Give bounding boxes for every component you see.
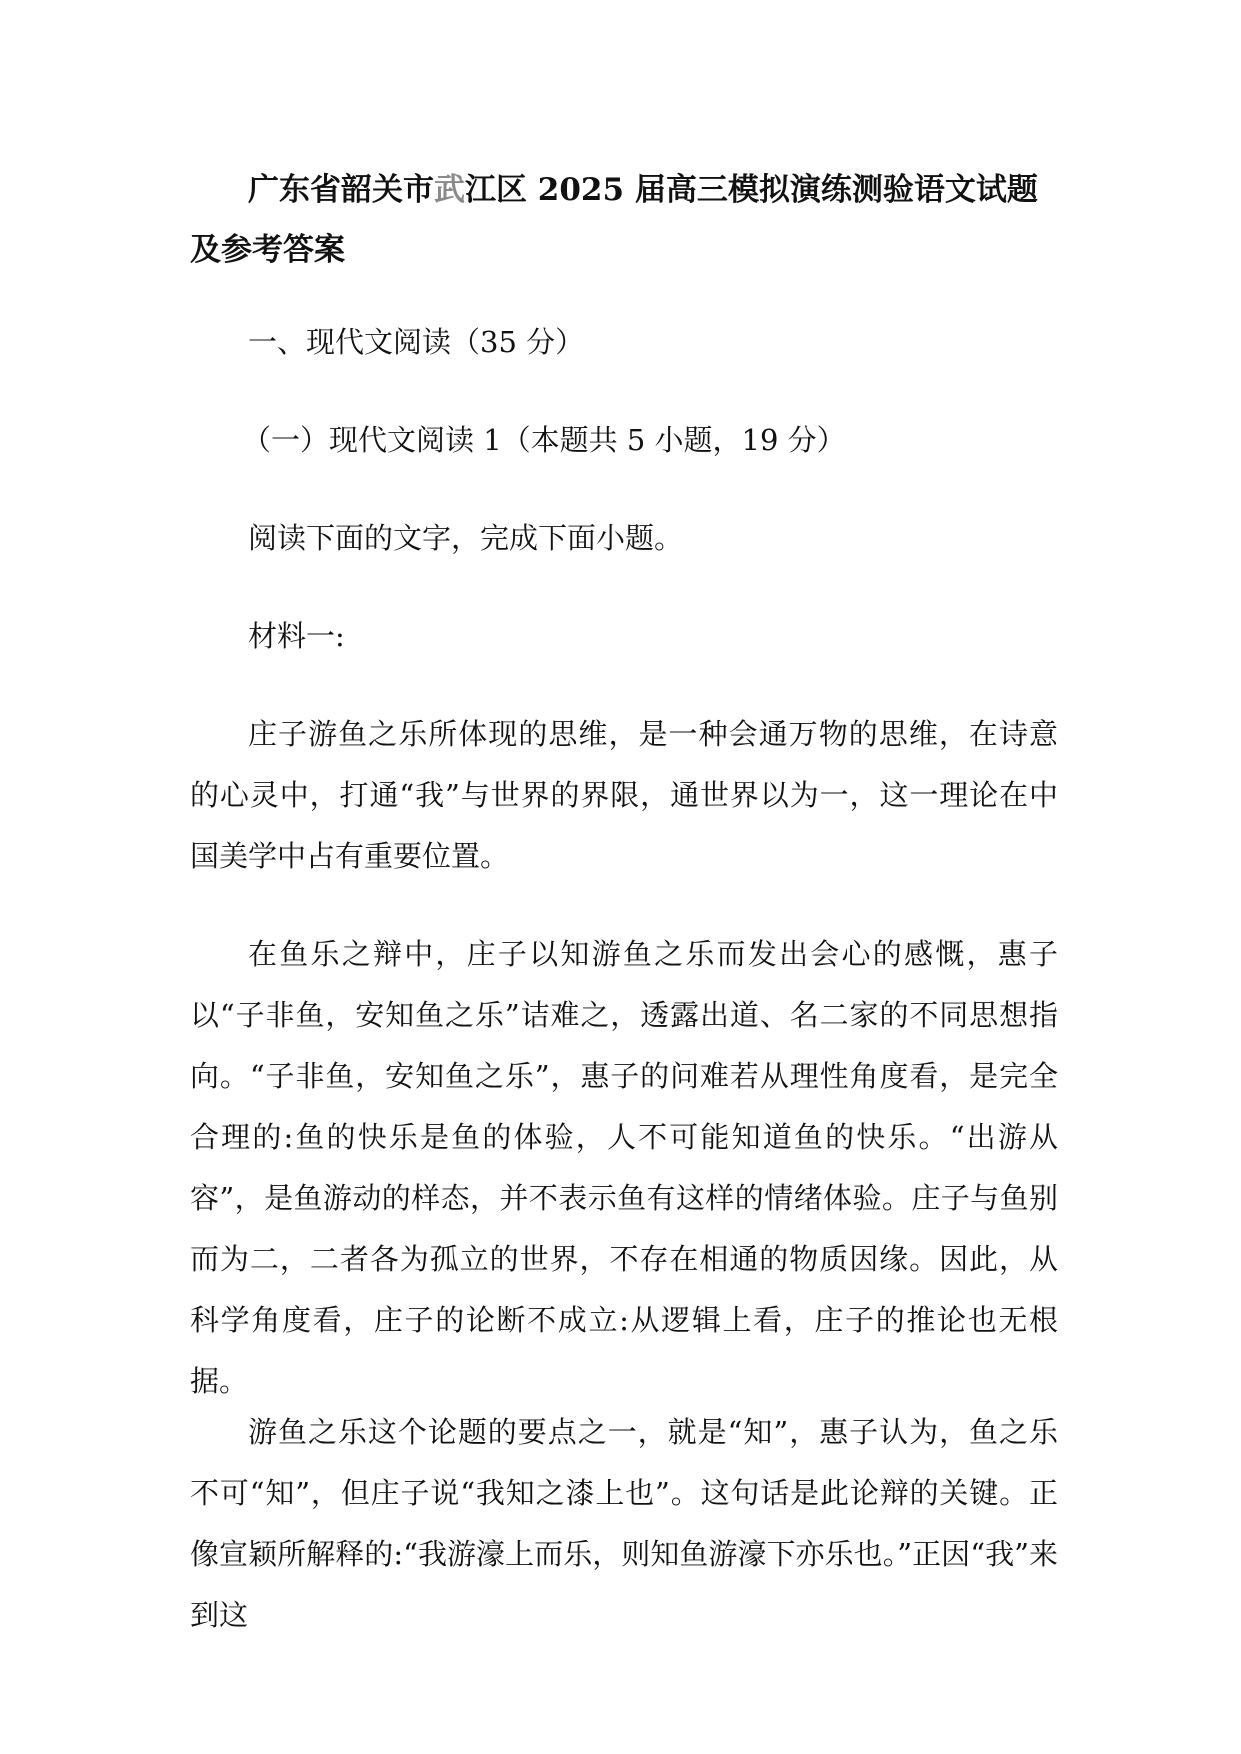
body-paragraph: 在鱼乐之辩中，庄子以知游鱼之乐而发出会心的感慨，惠子以“子非鱼，安知鱼之乐”诘难之，透露出道、名二家的不同思想指向。“子非鱼，安知鱼之乐”，惠子的问难若从理性角度看，是完全合理的:鱼的快乐是鱼的体验，人不可能知道鱼的快乐。“出游从容”，是鱼游动的样态，并不表示鱼有这样的情绪体验。庄子与鱼别而为二，二者各为孤立的世界，不存在相通的物质因缘。因此，从科学角度看，庄子的论断不成立:从逻辑上看，庄子的推论也无根据。 [190,937,1058,1398]
title-highlight: 武 [434,172,465,208]
title-part-1: 广东省韶关市 [248,172,434,208]
reading-instruction: 阅读下面的文字，完成下面小题。 [248,521,684,555]
section-heading: 一、现代文阅读（35 分） [248,325,585,359]
subsection-heading: （一）现代文阅读 1（本题共 5 小题，19 分） [242,423,846,457]
body-paragraph: 游鱼之乐这个论题的要点之一，就是“知”，惠子认为，鱼之乐不可“知”，但庄子说“我知之漆上也”。这句话是此论辩的关键。正像宣颖所解释的:“我游濠上而乐，则知鱼游濠下亦乐也。”正因“我”来到这 [190,1415,1058,1632]
material-label: 材料一: [248,619,345,653]
title-part-2: 江区 2025 届高三模拟演练测验语文试题及参考答案 [190,172,1038,268]
body-paragraph: 庄子游鱼之乐所体现的思维，是一种会通万物的思维，在诗意的心灵中，打通“我”与世界的界限，通世界以为一，这一理论在中国美学中占有重要位置。 [190,717,1058,873]
document-title [190,160,1060,280]
